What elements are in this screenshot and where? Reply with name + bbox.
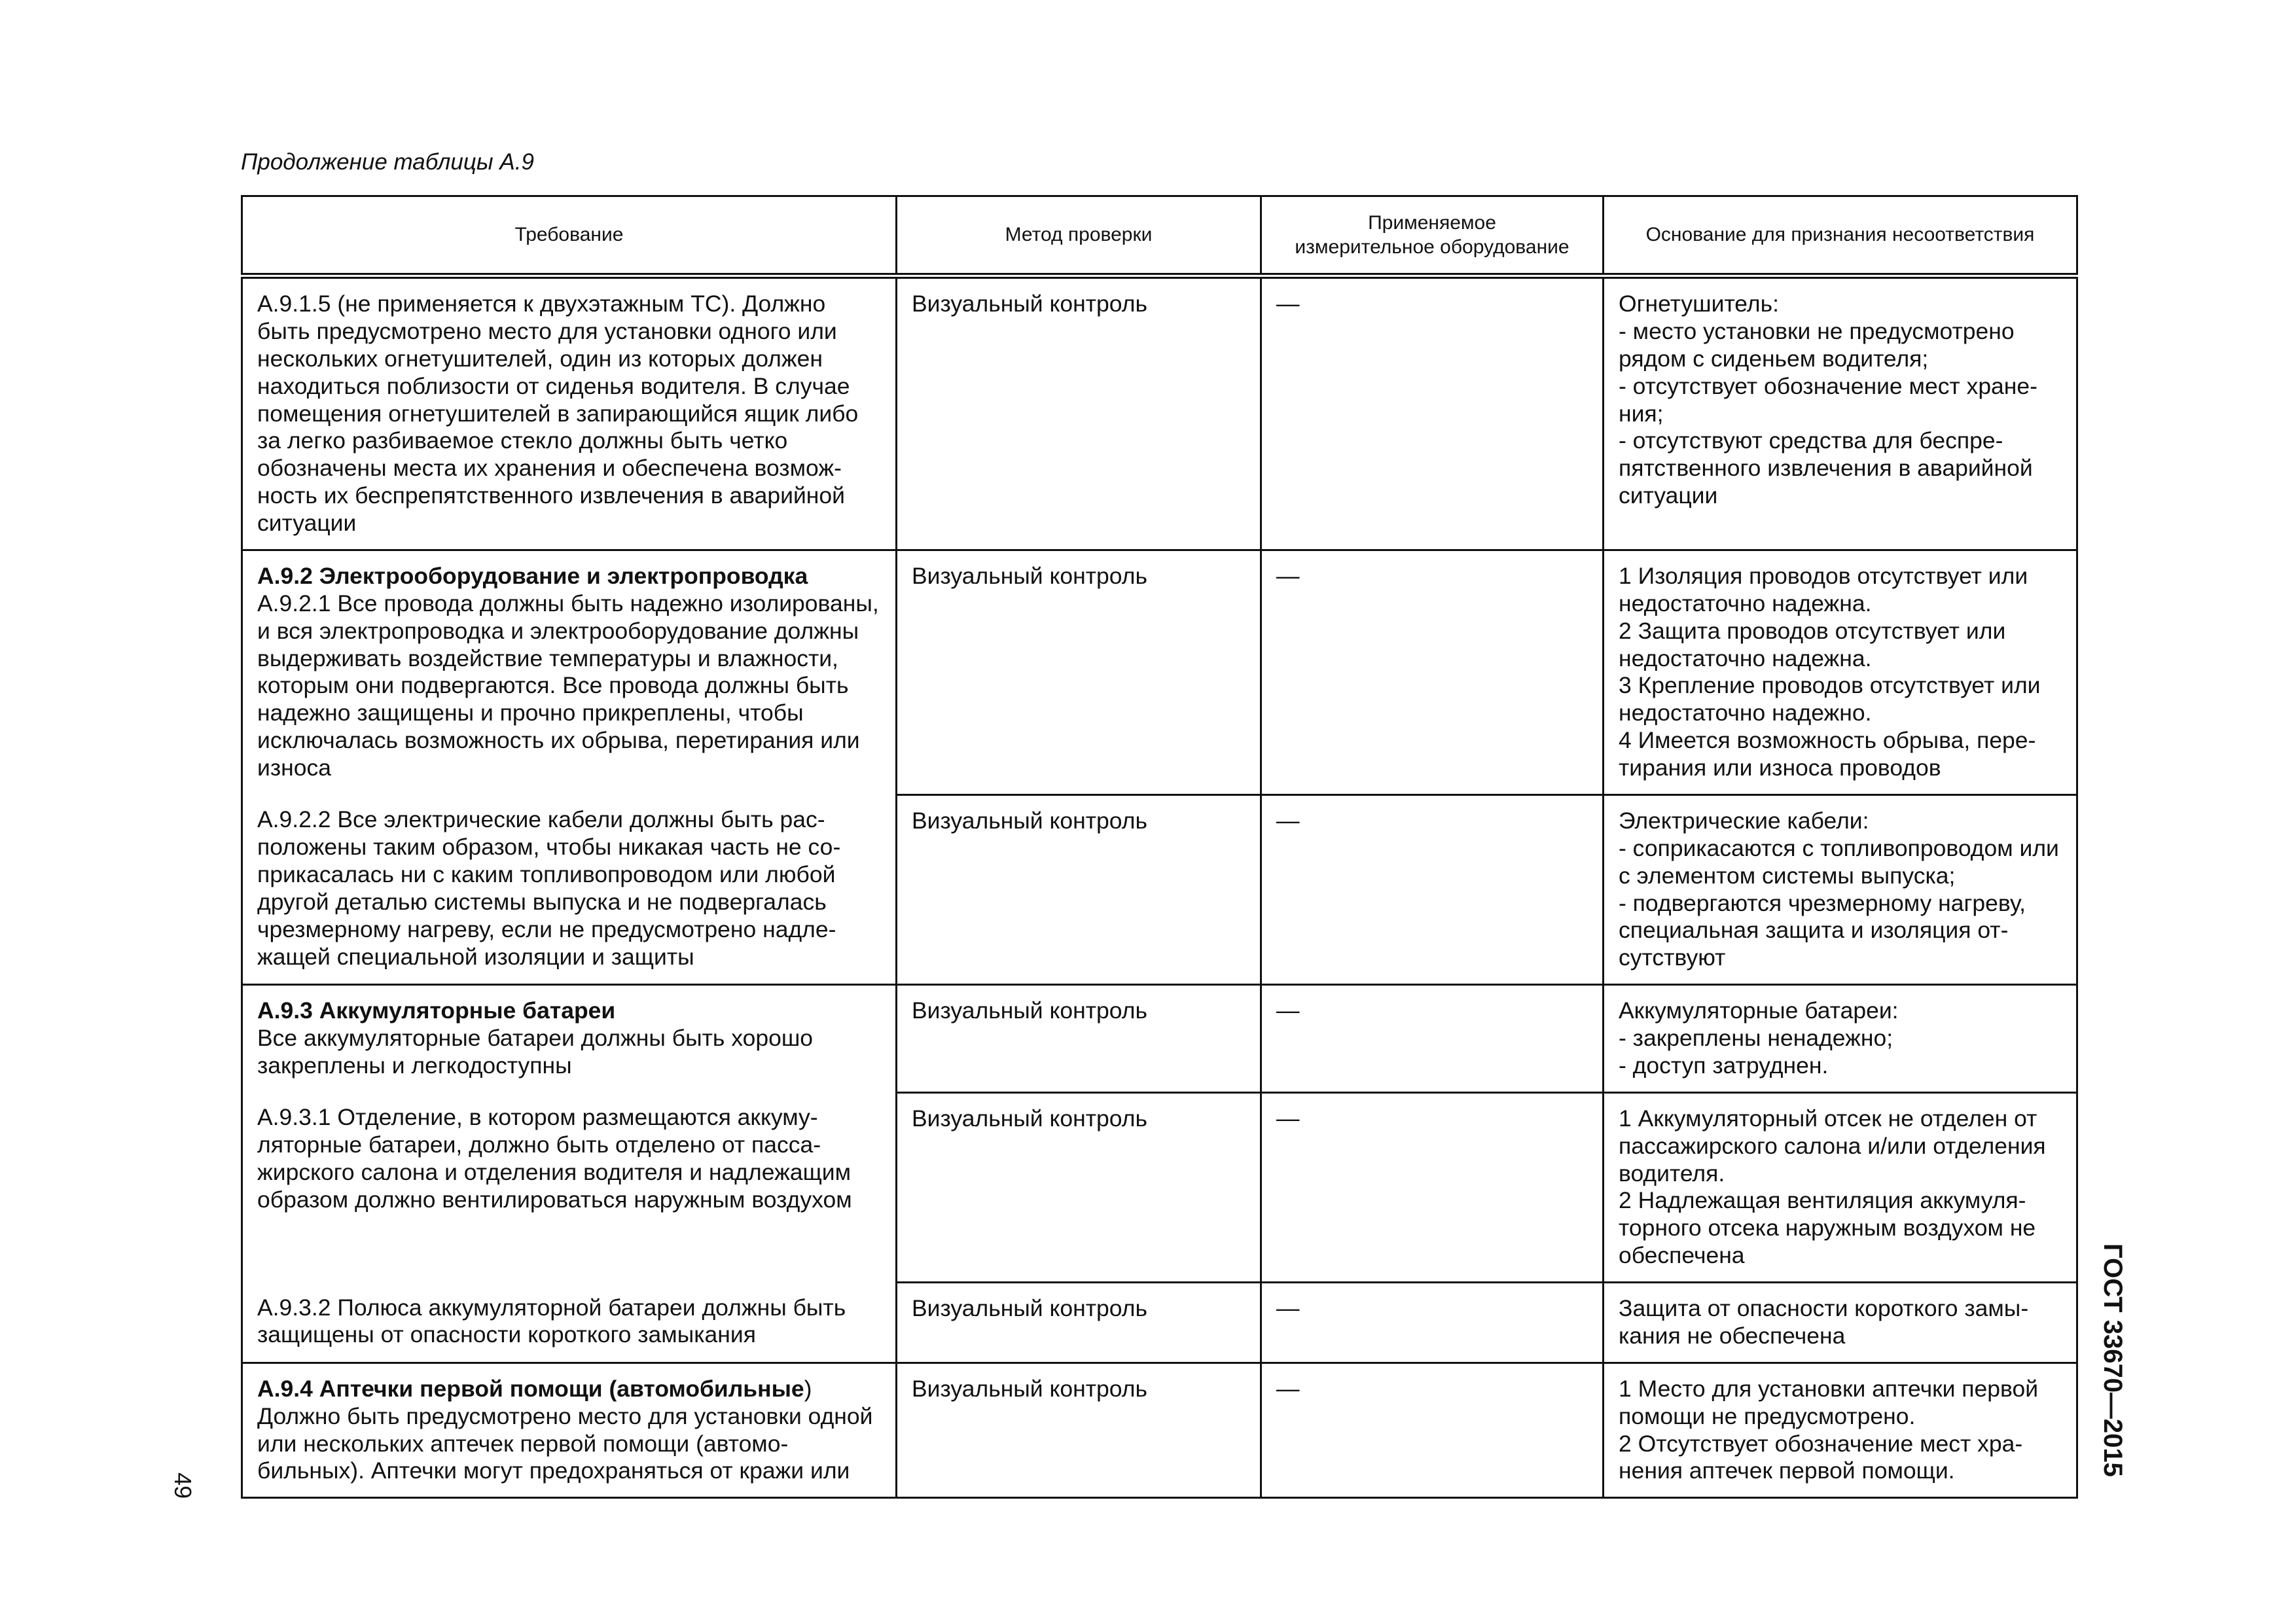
basis-line: 2 Защита проводов отсутствует или недостаточно надежна. <box>1619 617 2006 671</box>
requirement-cell <box>242 276 897 550</box>
basis-cell <box>1604 1283 2077 1363</box>
basis-line: 1 Аккумуляторный отсек не отделен от пассажирского салона и/или отделения водителя. <box>1619 1105 2046 1186</box>
table-row <box>242 794 2077 984</box>
header-equipment <box>1261 196 1604 276</box>
requirement-text: Должно быть предусмотрено место для установки одной или нескольких аптечек первой помощи (автомобильных). Аптечки могут предохраняться от кражи или <box>257 1402 873 1484</box>
table-row <box>242 985 2077 1093</box>
requirement-cell <box>242 794 897 984</box>
requirement-cell <box>242 985 897 1093</box>
basis-cell <box>1604 1092 2077 1282</box>
table-row <box>242 276 2077 550</box>
equipment-cell: — <box>1261 985 1604 1093</box>
basis-line: Электрические кабели: <box>1619 807 1869 834</box>
basis-cell <box>1604 276 2077 550</box>
basis-line: 4 Имеется возможность обрыва, перетирания или износа проводов <box>1619 727 2036 781</box>
requirement-text: А.9.1.5 (не применяется к двухэтажным ТС). Должно быть предусмотрено место для установки одного или нескольких огнетушителей, один из которых должен находиться поблизости от сиденья водителя. В случае помещения огнетушителей в запирающийся ящик либо за легко разбиваемое стекло должны быть четко обозначены места их хранения и обеспечена возможность их беспрепятственного извлечения в аварийной ситуации <box>257 291 859 536</box>
requirement-text: А.9.3.2 Полюса аккумуляторной батареи должны быть защищены от опасности короткого замыкания <box>257 1294 846 1348</box>
equipment-cell: — <box>1261 1363 1604 1498</box>
equipment-cell: — <box>1261 1092 1604 1282</box>
basis-line: 2 Надлежащая вентиляция аккумуляторного отсека наружным воздухом не обеспечена <box>1619 1187 2036 1269</box>
basis-line: - отсутствует обозначение мест хранения; <box>1619 372 2037 427</box>
equipment-cell: — <box>1261 276 1604 550</box>
method-cell: Визуальный контроль <box>897 985 1261 1093</box>
basis-line: Защита от опасности короткого замыкания не обеспечена <box>1619 1295 2029 1349</box>
basis-line: - место установки не предусмотрено рядом с сиденьем водителя; <box>1619 317 2015 372</box>
method-cell: Визуальный контроль <box>897 276 1261 550</box>
table-row <box>242 1363 2077 1498</box>
table-row <box>242 1283 2077 1363</box>
method-cell: Визуальный контроль <box>897 1283 1261 1363</box>
section-title: А.9.4 Аптечки первой помощи (автомобильные <box>257 1375 804 1402</box>
requirement-text: А.9.2.1 Все провода должны быть надежно изолированы, и вся электропроводка и электрооборудование должны выдерживать воздействие температуры и влажности, которым они подвергаются. Все провода должны быть надежно защищены и прочно прикреплены, чтобы исключалась возможность их обрыва, перетирания или износа <box>257 590 879 781</box>
equipment-cell: — <box>1261 1283 1604 1363</box>
section-title: А.9.3 Аккумуляторные батареи <box>257 997 616 1024</box>
method-cell: Визуальный контроль <box>897 550 1261 794</box>
table-row <box>242 1092 2077 1282</box>
header-basis: Основание для признания несоответствия <box>1604 196 2077 276</box>
basis-line: Аккумуляторные батареи: <box>1619 997 1899 1024</box>
standard-designation: ГОСТ 33670—2015 <box>2098 1243 2127 1477</box>
requirement-cell <box>242 1363 897 1498</box>
basis-line: 1 Изоляция проводов отсутствует или недостаточно надежна. <box>1619 562 2028 616</box>
requirement-text: А.9.2.2 Все электрические кабели должны быть расположены таким образом, чтобы никакая часть не соприкасалась ни с каким топливопроводом или любой другой деталью системы выпуска и не подвергалась чрезмерному нагреву, если не предусмотрено надлежащей специальной изоляции и защиты <box>257 806 841 970</box>
basis-line: - подвергаются чрезмерному нагреву, специальная защита и изоляция отсутствуют <box>1619 889 2026 971</box>
section-title-tail: ) <box>804 1375 812 1402</box>
basis-line: 2 Отсутствует обозначение мест хранения аптечек первой помощи. <box>1619 1430 2023 1484</box>
basis-cell <box>1604 985 2077 1093</box>
method-cell: Визуальный контроль <box>897 1363 1261 1498</box>
basis-cell <box>1604 1363 2077 1498</box>
requirement-text: Все аккумуляторные батареи должны быть хорошо закреплены и легкодоступны <box>257 1025 814 1079</box>
equipment-cell: — <box>1261 794 1604 984</box>
basis-line: Огнетушитель: <box>1619 291 1779 317</box>
table-caption: Продолжение таблицы А.9 <box>241 149 534 175</box>
header-requirement: Требование <box>242 196 897 276</box>
header-method: Метод проверки <box>897 196 1261 276</box>
basis-cell <box>1604 550 2077 794</box>
method-cell: Визуальный контроль <box>897 794 1261 984</box>
requirement-cell <box>242 1092 897 1282</box>
method-cell: Визуальный контроль <box>897 1092 1261 1282</box>
basis-line: 1 Место для установки аптечки первой помощи не предусмотрено. <box>1619 1375 2039 1429</box>
section-title: А.9.2 Электрооборудование и электропроводка <box>257 562 808 589</box>
page-number: 49 <box>170 1472 196 1499</box>
basis-line: - соприкасаются с топливопроводом или с элементом системы выпуска; <box>1619 834 2059 889</box>
header-equipment-line1: Применяемое <box>1368 211 1496 234</box>
basis-line: 3 Крепление проводов отсутствует или недостаточно надежно. <box>1619 672 2041 726</box>
basis-line: - доступ затруднен. <box>1619 1052 1829 1079</box>
equipment-cell: — <box>1261 550 1604 794</box>
basis-line: - закреплены ненадежно; <box>1619 1025 1893 1051</box>
requirements-table <box>241 195 2078 1499</box>
requirement-cell <box>242 550 897 794</box>
requirement-cell <box>242 1283 897 1363</box>
requirement-text: А.9.3.1 Отделение, в котором размещаются аккумуляторные батареи, должно быть отделено от пассажирского салона и отделения водителя и надлежащим образом должно вентилироваться наружным воздухом <box>257 1104 852 1213</box>
table-row <box>242 550 2077 794</box>
basis-line: - отсутствуют средства для беспрепятственного извлечения в аварийной ситуации <box>1619 427 2033 509</box>
basis-cell <box>1604 794 2077 984</box>
table-header-row <box>242 196 2077 276</box>
header-equipment-line2: измерительное оборудование <box>1295 236 1570 258</box>
